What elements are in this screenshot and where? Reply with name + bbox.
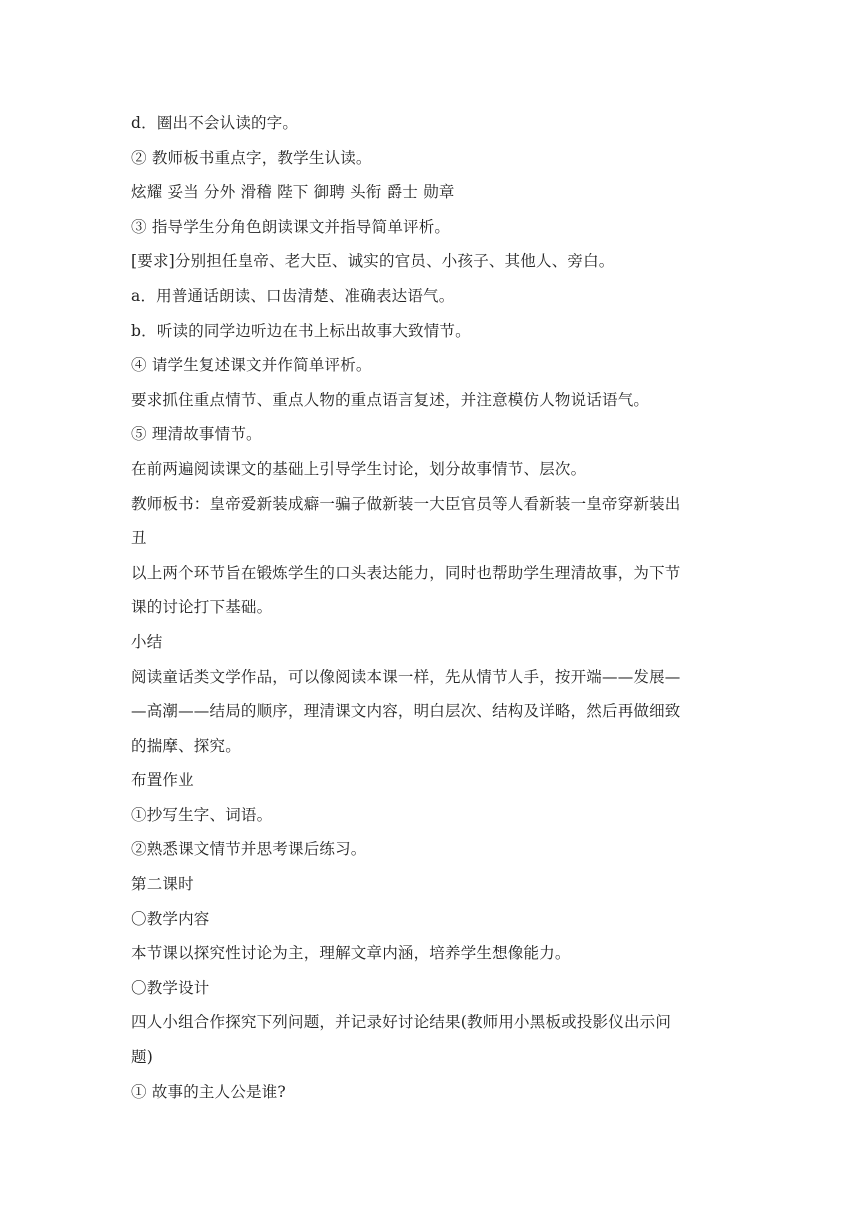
- section-heading: 布置作业: [131, 771, 194, 790]
- text-line: ① 故事的主人公是谁?: [131, 1082, 286, 1101]
- text-line: ③ 指导学生分角色朗读课文并指导简单评析。: [131, 217, 451, 236]
- section-heading: 小结: [131, 632, 163, 651]
- text-line: 教师板书：皇帝爱新装成癖一骗子做新装一大臣官员等人看新装一皇帝穿新装出: [131, 494, 681, 513]
- text-line: d．圈出不会认读的字。: [131, 114, 299, 132]
- text-line: a．用普通话朗读、口齿清楚、准确表达语气。: [131, 286, 455, 305]
- text-line: 本节课以探究性讨论为主，理解文章内涵，培养学生想像能力。: [131, 944, 571, 963]
- text-line: 的揣摩、探究。: [131, 736, 241, 755]
- text-line: 阅读童话类文学作品，可以像阅读本课一样，先从情节人手，按开端——发展—: [131, 667, 681, 686]
- text-line: [要求]分别担任皇帝、老大臣、诚实的官员、小孩子、其他人、旁白。: [131, 252, 615, 271]
- text-line: b．听读的同学边听边在书上标出故事大致情节。: [131, 321, 471, 340]
- text-line: 要求抓住重点情节、重点人物的重点语言复述，并注意模仿人物说话语气。: [131, 390, 650, 409]
- vocabulary-line: 炫耀 妥当 分外 滑稽 陛下 御聘 头衔 爵士 勋章: [131, 183, 455, 202]
- text-line: 丑: [131, 529, 147, 548]
- text-line: ②熟悉课文情节并思考课后练习。: [131, 840, 367, 859]
- text-line: ② 教师板书重点字，教学生认读。: [131, 148, 372, 167]
- text-line: ⑤ 理清故事情节。: [131, 425, 262, 444]
- text-line: 四人小组合作探究下列问题，并记录好讨论结果(教师用小黑板或投影仪出示问: [131, 1013, 672, 1032]
- text-line: —高潮——结局的顺序，理清课文内容，明白层次、结构及详略，然后再做细致: [131, 702, 681, 721]
- section-heading: 〇教学设计: [131, 978, 210, 997]
- document-page: [131, 106, 731, 1109]
- text-line: 课的讨论打下基础。: [131, 598, 273, 617]
- section-heading: 第二课时: [131, 875, 194, 894]
- text-line: 题): [131, 1048, 153, 1067]
- text-line: ①抄写生字、词语。: [131, 805, 273, 824]
- text-line: 以上两个环节旨在锻炼学生的口头表达能力，同时也帮助学生理清故事，为下节: [131, 563, 681, 582]
- text-line: 在前两遍阅读课文的基础上引导学生讨论，划分故事情节、层次。: [131, 459, 587, 478]
- section-heading: 〇教学内容: [131, 909, 210, 928]
- text-line: ④ 请学生复述课文并作简单评析。: [131, 356, 372, 375]
